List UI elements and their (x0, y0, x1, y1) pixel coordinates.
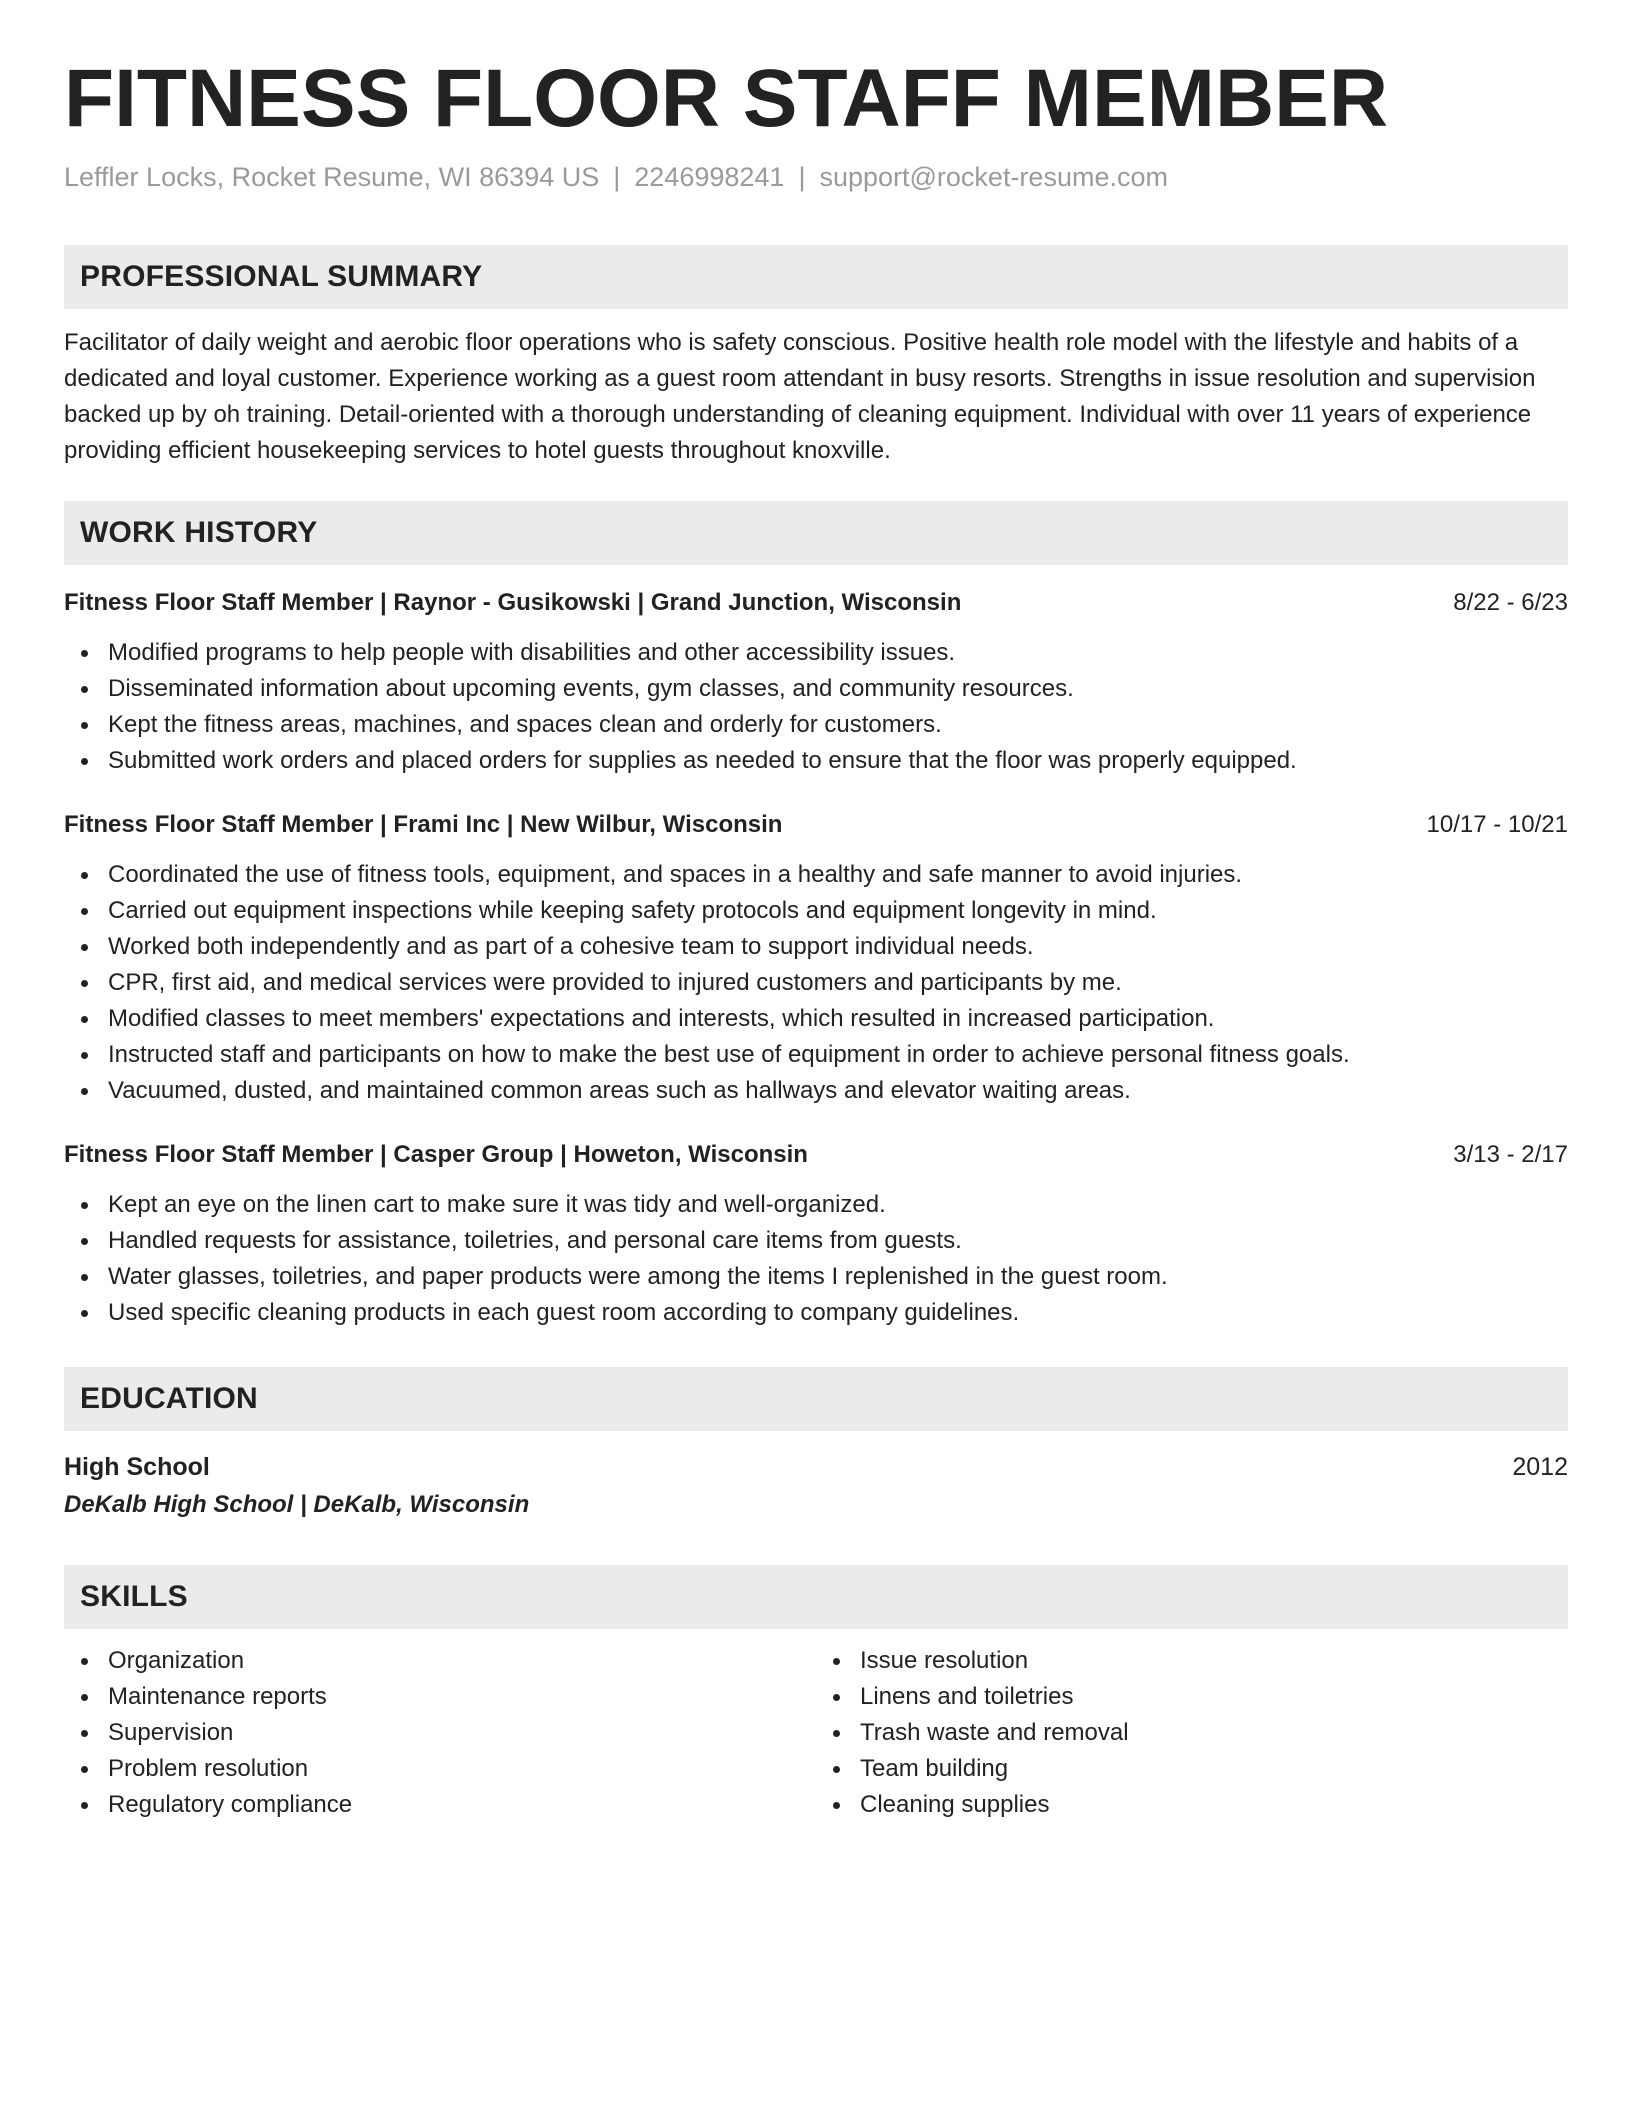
education-degree: High School (64, 1453, 210, 1482)
job-dates: 8/22 - 6/23 (1453, 589, 1568, 617)
job-heading-line (64, 809, 1568, 841)
job-dates: 10/17 - 10/21 (1426, 811, 1568, 839)
job-dates: 3/13 - 2/17 (1453, 1141, 1568, 1169)
job-duty: Kept an eye on the linen cart to make sure it was tidy and well-organized. (64, 1187, 1568, 1223)
job-duty: Handled requests for assistance, toiletries, and personal care items from guests. (64, 1223, 1568, 1259)
section-header-summary: PROFESSIONAL SUMMARY (64, 245, 1568, 309)
skill-item: Problem resolution (64, 1751, 816, 1787)
job-duty: Instructed staff and participants on how to make the best use of equipment in order to achieve personal fitness goals. (64, 1037, 1568, 1073)
section-header-education: EDUCATION (64, 1367, 1568, 1431)
job-heading-line (64, 587, 1568, 619)
contact-line (64, 160, 1568, 195)
job-entry (64, 809, 1568, 1109)
skill-item: Team building (816, 1751, 1568, 1787)
summary-text: Facilitator of daily weight and aerobic floor operations who is safety conscious. Positive health role model with the lifestyle and habits of a dedicated and loyal customer. Experience working as a guest room attendant in busy resorts. Strengths in issue resolution and supervision backed up by oh training. Detail-oriented with a thorough understanding of cleaning equipment. Individual with over 11 years of experience providing efficient housekeeping services to hotel guests throughout knoxville. (64, 329, 1536, 465)
skill-item: Maintenance reports (64, 1679, 816, 1715)
skills-column-right (816, 1643, 1568, 1823)
job-duty: Coordinated the use of fitness tools, equipment, and spaces in a healthy and safe manner to avoid injuries. (64, 857, 1568, 893)
job-duty: Used specific cleaning products in each guest room according to company guidelines. (64, 1295, 1568, 1331)
job-title: Fitness Floor Staff Member | Frami Inc | New Wilbur, Wisconsin (64, 811, 783, 839)
job-duties-list (64, 857, 1568, 1109)
job-duty: Worked both independently and as part of a cohesive team to support individual needs. (64, 929, 1568, 965)
section-header-skills: SKILLS (64, 1565, 1568, 1629)
skill-item: Supervision (64, 1715, 816, 1751)
skill-item: Linens and toiletries (816, 1679, 1568, 1715)
skills-list (816, 1643, 1568, 1823)
job-duty: CPR, first aid, and medical services were provided to injured customers and participants by me. (64, 965, 1568, 1001)
skill-item: Trash waste and removal (816, 1715, 1568, 1751)
section-header-work-history: WORK HISTORY (64, 501, 1568, 565)
skill-item: Issue resolution (816, 1643, 1568, 1679)
job-title: Fitness Floor Staff Member | Casper Group | Howeton, Wisconsin (64, 1141, 808, 1169)
job-duty: Modified programs to help people with disabilities and other accessibility issues. (64, 635, 1568, 671)
job-entry (64, 1139, 1568, 1331)
job-title: Fitness Floor Staff Member | Raynor - Gusikowski | Grand Junction, Wisconsin (64, 589, 962, 617)
contact-separator: | (613, 162, 621, 193)
job-duties-list (64, 635, 1568, 779)
education-year: 2012 (1512, 1453, 1568, 1482)
skill-item: Organization (64, 1643, 816, 1679)
skills-list (64, 1643, 816, 1823)
job-duties-list (64, 1187, 1568, 1331)
candidate-name: FITNESS FLOOR STAFF MEMBER (64, 53, 1389, 144)
job-duty: Submitted work orders and placed orders for supplies as needed to ensure that the floor was properly equipped. (64, 743, 1568, 779)
job-duty: Vacuumed, dusted, and maintained common areas such as hallways and elevator waiting areas. (64, 1073, 1568, 1109)
job-heading-line (64, 1139, 1568, 1171)
job-duty: Modified classes to meet members' expectations and interests, which resulted in increased participation. (64, 1001, 1568, 1037)
skills-column-left (64, 1643, 816, 1823)
skill-item: Regulatory compliance (64, 1787, 816, 1823)
job-duty: Water glasses, toiletries, and paper products were among the items I replenished in the guest room. (64, 1259, 1568, 1295)
contact-separator: | (798, 162, 806, 193)
job-duty: Kept the fitness areas, machines, and spaces clean and orderly for customers. (64, 707, 1568, 743)
education-line (64, 1449, 1568, 1485)
education-school: DeKalb High School | DeKalb, Wisconsin (64, 1491, 530, 1519)
skill-item: Cleaning supplies (816, 1787, 1568, 1823)
job-duty: Disseminated information about upcoming events, gym classes, and community resources. (64, 671, 1568, 707)
skills-columns (64, 1643, 1568, 1823)
job-entry (64, 587, 1568, 779)
contact-address: Leffler Locks, Rocket Resume, WI 86394 US (64, 162, 600, 193)
job-duty: Carried out equipment inspections while keeping safety protocols and equipment longevity in mind. (64, 893, 1568, 929)
contact-phone: 2246998241 (634, 162, 785, 193)
contact-email: support@rocket-resume.com (819, 162, 1168, 193)
